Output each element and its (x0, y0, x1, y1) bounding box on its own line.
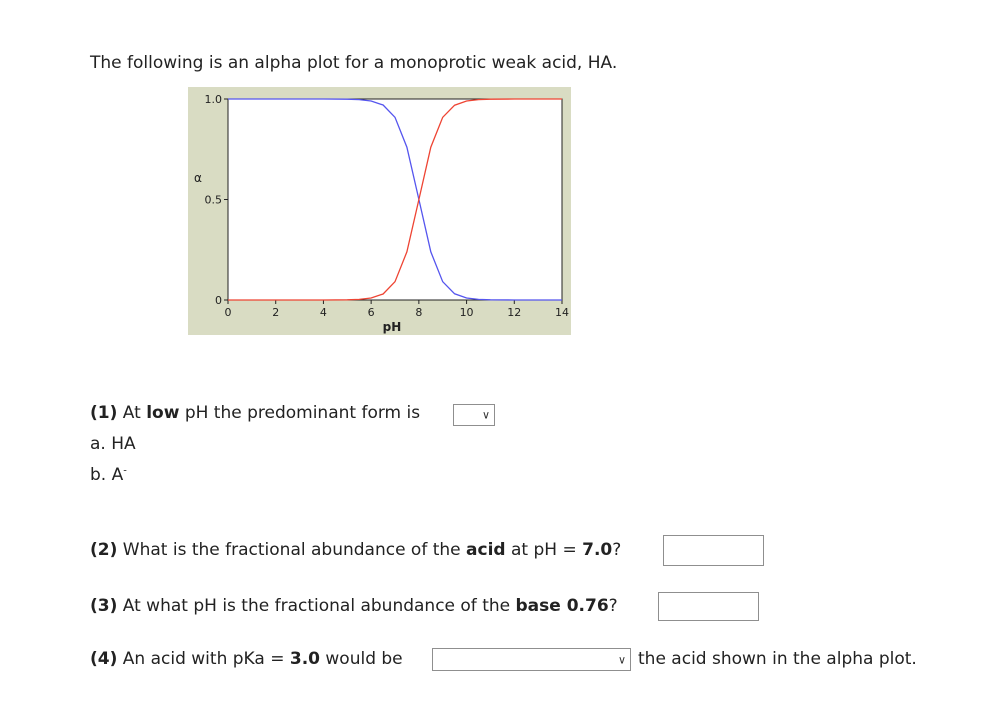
y-tick-label: 0 (215, 294, 222, 307)
question-1-option-a: a. HA (90, 434, 136, 454)
question-1-option-b-sup: - (123, 465, 127, 477)
question-1-number: (1) (90, 403, 118, 423)
question-4-select[interactable] (432, 648, 631, 671)
question-2-text-b: at pH = (510, 540, 577, 560)
x-tick-label: 6 (367, 306, 375, 319)
question-2-text-c: ? (612, 540, 622, 560)
question-2-text-a: What is the fractional abundance of the (122, 540, 461, 560)
question-2-bold2: 7.0 (582, 540, 613, 560)
question-1-bold: low (146, 403, 180, 423)
x-axis-label: pH (382, 320, 402, 334)
intro-text: The following is an alpha plot for a monoprotic weak acid, HA. (90, 53, 618, 73)
question-3-number: (3) (90, 596, 118, 616)
x-tick-label: 10 (459, 306, 474, 319)
question-3-bold: base 0.76 (515, 596, 609, 616)
x-tick-label: 12 (507, 306, 522, 319)
question-1-option-b (90, 465, 127, 485)
question-1-option-b-prefix: b. A (90, 465, 124, 485)
question-3 (90, 596, 618, 616)
question-3-input[interactable] (658, 592, 759, 621)
y-tick-label: 0.5 (204, 193, 222, 207)
question-4-text-b: would be (325, 649, 403, 669)
x-tick-label: 2 (272, 306, 280, 319)
y-tick-label: 1.0 (204, 93, 222, 106)
question-2-number: (2) (90, 540, 118, 560)
plot-area (228, 99, 562, 300)
question-3-text-a: At what pH is the fractional abundance of the (122, 596, 511, 616)
question-4-bold: 3.0 (289, 649, 320, 669)
x-tick-label: 4 (319, 306, 327, 319)
question-1-text-b: pH the predominant form is (184, 403, 421, 423)
question-2-bold: acid (466, 540, 506, 560)
y-axis-label: α (194, 171, 202, 185)
question-1-select[interactable] (453, 404, 495, 426)
question-4-number: (4) (90, 649, 118, 669)
question-4-text-after: the acid shown in the alpha plot. (638, 649, 917, 669)
question-1 (90, 403, 420, 423)
x-tick-label: 0 (224, 306, 232, 319)
question-2 (90, 540, 621, 560)
x-tick-label: 8 (415, 306, 423, 319)
alpha-plot (188, 87, 571, 335)
chevron-down-icon: ∨ (617, 653, 626, 666)
x-tick-label: 14 (555, 306, 569, 319)
alpha-plot-svg (188, 87, 571, 335)
question-1-text-a: At (122, 403, 141, 423)
question-4 (90, 649, 403, 669)
question-4-text-a: An acid with pKa = (122, 649, 285, 669)
chevron-down-icon: ∨ (481, 408, 490, 422)
question-3-text-b: ? (608, 596, 618, 616)
question-2-input[interactable] (663, 535, 764, 566)
